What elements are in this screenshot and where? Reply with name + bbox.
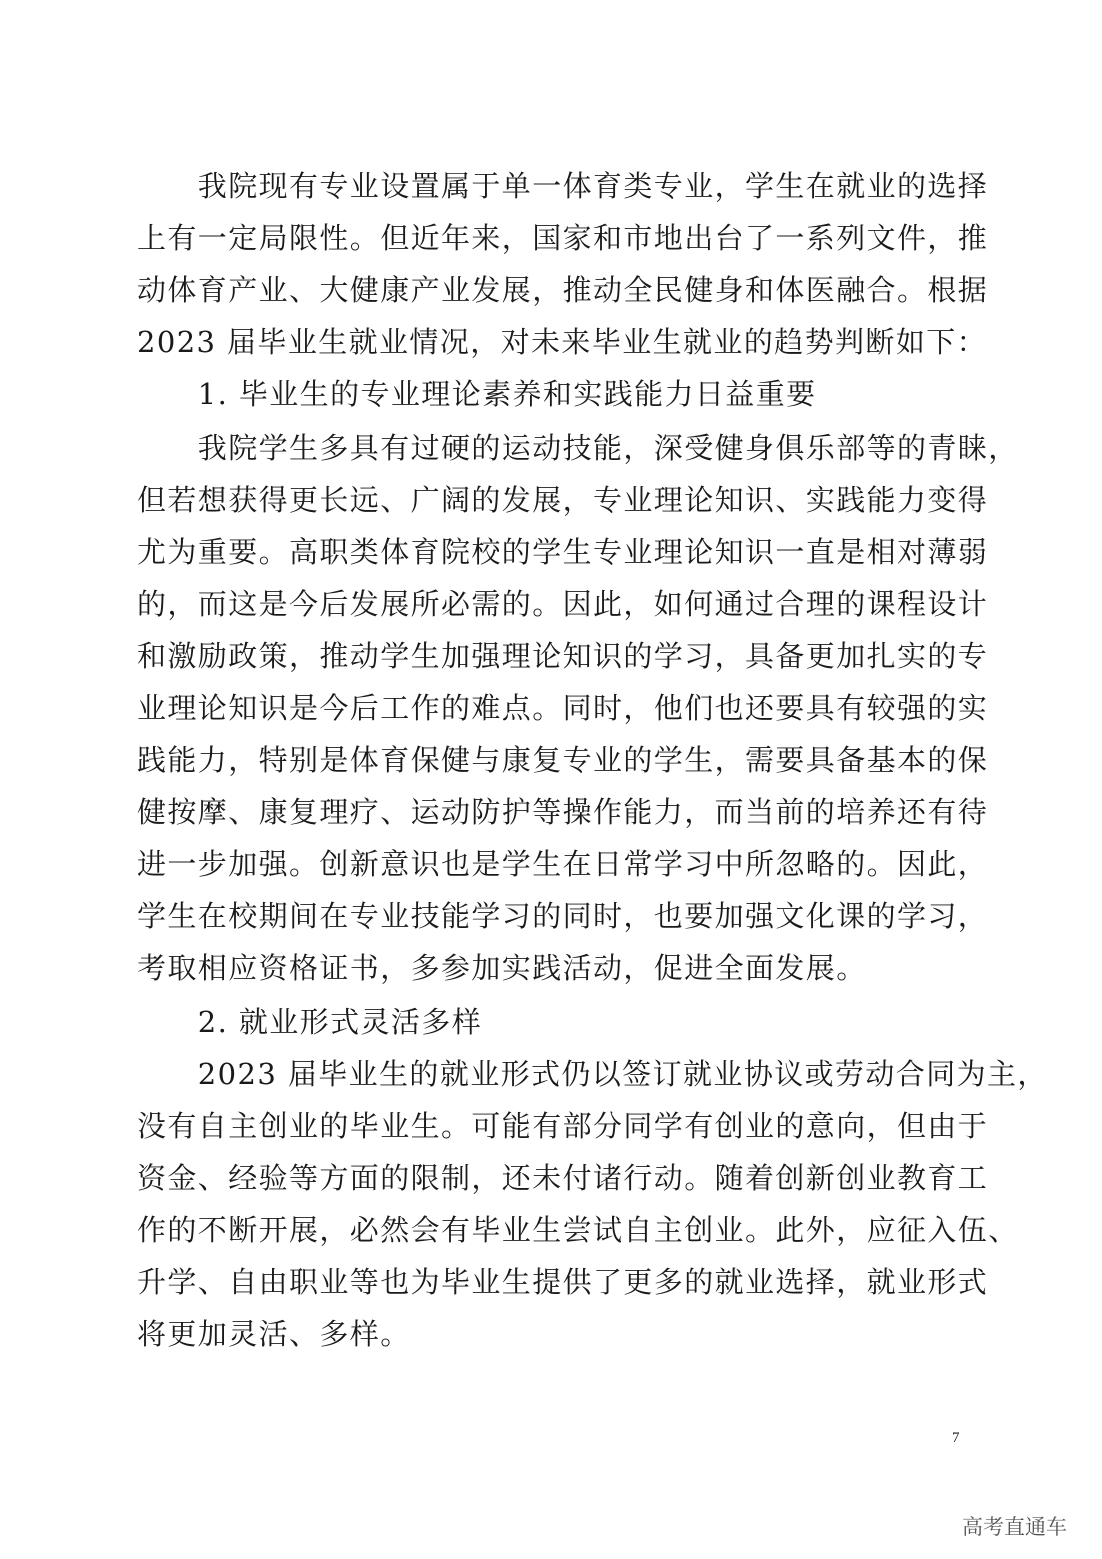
paragraph-line: 2023 届毕业生就业情况，对未来毕业生就业的趋势判断如下： (137, 325, 988, 359)
paragraph-line: 和激励政策，推动学生加强理论知识的学习，具备更加扎实的专 (137, 639, 989, 673)
paragraph-line: 我院学生多具有过硬的运动技能，深受健身俱乐部等的青睐， (137, 431, 1019, 465)
paragraph-line: 资金、经验等方面的限制，还未付诸行动。随着创新创业教育工 (137, 1161, 989, 1195)
paragraph-line: 但若想获得更长远、广阔的发展，专业理论知识、实践能力变得 (137, 483, 989, 517)
paragraph-line: 业理论知识是今后工作的难点。同时，他们也还要具有较强的实 (137, 691, 989, 725)
paragraph-line: 2023 届毕业生的就业形式仍以签订就业协议或劳动合同为主， (137, 1057, 1048, 1091)
paragraph-line: 我院现有专业设置属于单一体育类专业，学生在就业的选择 (137, 169, 989, 203)
paragraph-line: 升学、自由职业等也为毕业生提供了更多的就业选择，就业形式 (137, 1265, 989, 1299)
section-heading-1: 1. 毕业生的专业理论素养和实践能力日益重要 (137, 377, 817, 411)
page-number: 7 (952, 1430, 960, 1446)
paragraph-line: 健按摩、康复理疗、运动防护等操作能力，而当前的培养还有待 (137, 795, 989, 829)
watermark-text: 高考直通车 (962, 1515, 1067, 1539)
paragraph-line: 进一步加强。创新意识也是学生在日常学习中所忽略的。因此， (137, 847, 989, 881)
section-heading-2: 2. 就业形式灵活多样 (137, 1005, 483, 1039)
paragraph-line: 的，而这是今后发展所必需的。因此，如何通过合理的课程设计 (137, 587, 989, 621)
paragraph-line: 动体育产业、大健康产业发展，推动全民健身和体医融合。根据 (137, 273, 989, 307)
paragraph-line: 践能力，特别是体育保健与康复专业的学生，需要具备基本的保 (137, 743, 989, 777)
paragraph-line: 尤为重要。高职类体育院校的学生专业理论知识一直是相对薄弱 (137, 535, 989, 569)
paragraph-line: 学生在校期间在专业技能学习的同时，也要加强文化课的学习， (137, 899, 989, 933)
paragraph-line: 考取相应资格证书，多参加实践活动，促进全面发展。 (137, 951, 867, 985)
paragraph-line: 将更加灵活、多样。 (137, 1317, 411, 1351)
paragraph-line: 没有自主创业的毕业生。可能有部分同学有创业的意向，但由于 (137, 1109, 989, 1143)
paragraph-line: 作的不断开展，必然会有毕业生尝试自主创业。此外，应征入伍、 (137, 1213, 1019, 1247)
paragraph-line: 上有一定局限性。但近年来，国家和市地出台了一系列文件，推 (137, 221, 989, 255)
